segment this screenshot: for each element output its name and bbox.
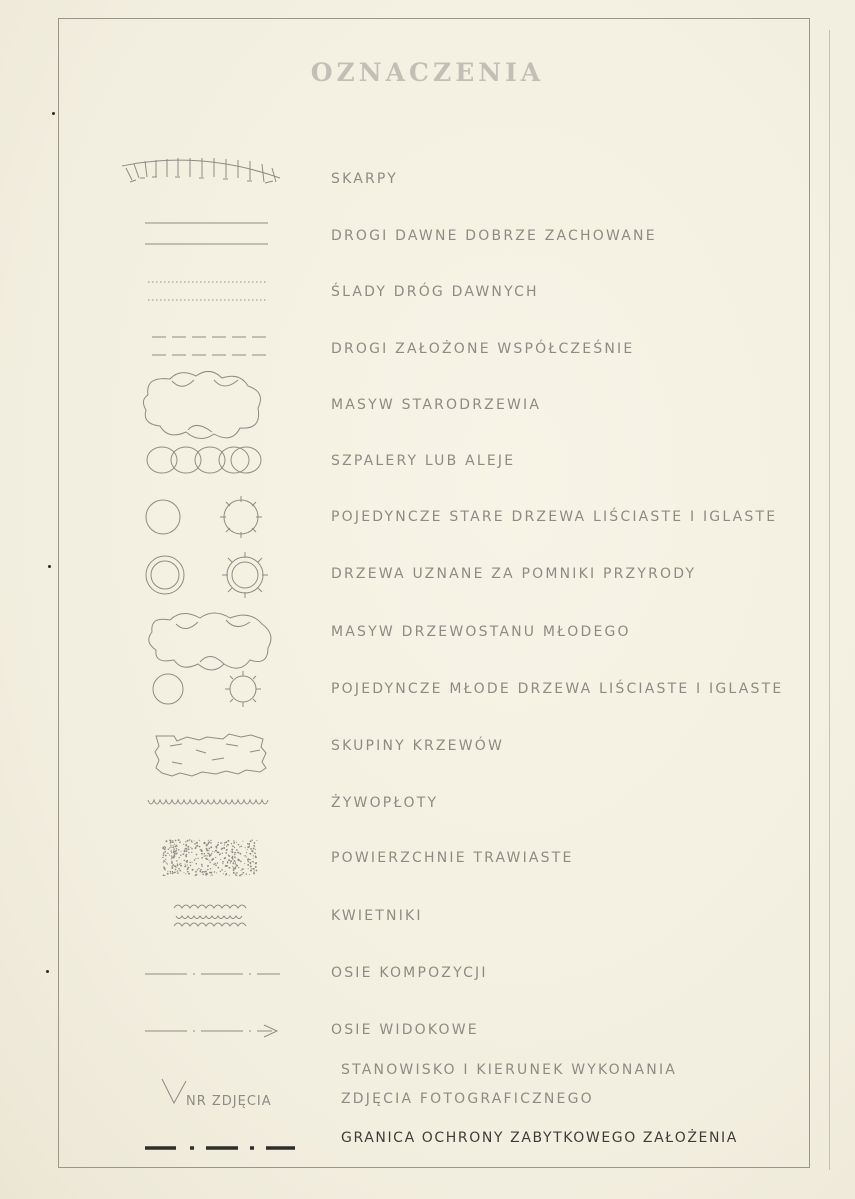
legend-label-protection-boundary: GRANICA OCHRONY ZABYTKOWEGO ZAŁOŻENIA (341, 1130, 738, 1146)
photo-position-icon (162, 1079, 186, 1103)
legend-label-composition-axes: OSIE KOMPOZYCJI (331, 965, 488, 981)
legend-title: OZNACZENIA (310, 58, 545, 87)
legend-label-single-young-trees: POJEDYNCZE MŁODE DRZEWA LIŚCIASTE I IGLASTE (331, 681, 784, 697)
legend-label-old-road-traces: ŚLADY DRÓG DAWNYCH (331, 284, 539, 300)
legend-label-flowerbeds: KWIETNIKI (331, 908, 423, 924)
double-dashed-line-icon (152, 337, 270, 355)
double-dotted-line-icon (148, 282, 268, 300)
legend-label-grass-areas: POWIERZCHNIE TRAWIASTE (331, 850, 574, 866)
young-tree-mass-icon (149, 613, 271, 670)
legend-label-modern-roads: DROGI ZAŁOŻONE WSPÓŁCZEŚNIE (331, 341, 635, 357)
legend-label-slopes: SKARPY (331, 171, 399, 187)
dash-dot-arrow-icon (145, 1025, 277, 1037)
slope-icon (122, 158, 280, 183)
legend-label-tree-rows: SZPALERY LUB ALEJE (331, 453, 516, 469)
hedge-icon (148, 800, 268, 804)
legend-label-photo-position-line2: ZDJĘCIA FOTOGRAFICZNEGO (341, 1091, 594, 1107)
legend-label-single-old-trees: POJEDYNCZE STARE DRZEWA LIŚCIASTE I IGLASTE (331, 509, 778, 525)
photo-number-label: NR ZDJĘCIA (186, 1094, 272, 1109)
legend-label-photo-position-line1: STANOWISKO I KIERUNEK WYKONANIA (341, 1062, 678, 1078)
grass-stipple-icon (162, 839, 257, 876)
single-young-trees-icon (153, 671, 261, 707)
shrub-cluster-icon (155, 734, 266, 776)
old-tree-mass-icon (143, 371, 260, 438)
natural-monument-trees-icon (146, 552, 268, 598)
legend-label-young-tree-mass: MASYW DRZEWOSTANU MŁODEGO (331, 624, 631, 640)
tree-row-icon (147, 447, 261, 473)
single-old-trees-icon (146, 496, 262, 538)
legend-label-view-axes: OSIE WIDOKOWE (331, 1022, 479, 1038)
legend-label-old-tree-mass: MASYW STARODRZEWIA (331, 397, 542, 413)
double-solid-line-icon (145, 223, 268, 244)
legend-label-hedges: ŻYWOPŁOTY (331, 795, 439, 811)
legend-label-old-roads-preserved: DROGI DAWNE DOBRZE ZACHOWANE (331, 228, 657, 244)
legend-label-shrub-clusters: SKUPINY KRZEWÓW (331, 738, 505, 754)
legend-label-natural-monuments: DRZEWA UZNANE ZA POMNIKI PRZYRODY (331, 566, 697, 582)
flowerbed-icon (174, 905, 246, 926)
